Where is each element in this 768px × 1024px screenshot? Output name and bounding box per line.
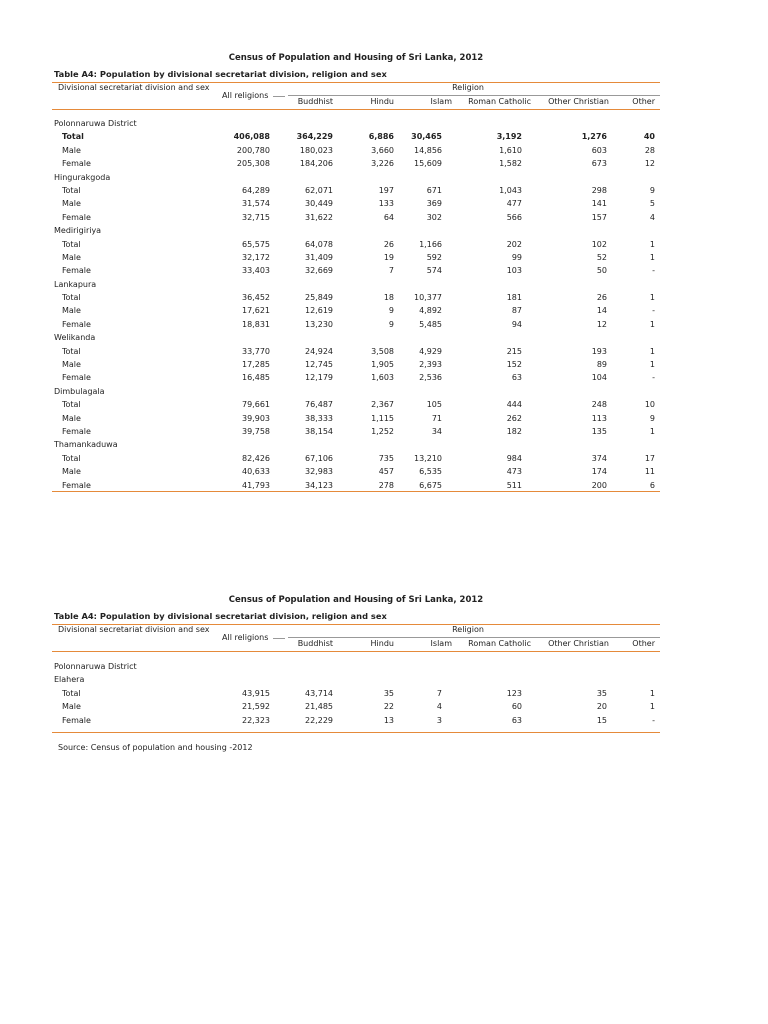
cell-value: 566 [506, 212, 522, 222]
cell-value: 3 [436, 715, 442, 725]
cell-value: 477 [506, 199, 522, 209]
row-label: Male [62, 145, 81, 155]
cell-value: 1 [649, 252, 655, 262]
cell-value: 123 [506, 688, 522, 698]
table-1-title: Census of Population and Housing of Sri Lanka, 2012 [228, 53, 484, 63]
cell-value: 113 [591, 413, 607, 423]
table-2-header-rule [52, 651, 660, 652]
cell-value: 7 [388, 266, 394, 276]
table-1 [52, 50, 660, 500]
cell-value: 34,123 [305, 480, 333, 490]
cell-value: 82,426 [242, 453, 270, 463]
row-label: Welikanda [54, 333, 96, 343]
table-2-bottom-rule [52, 732, 660, 733]
table-row [52, 211, 660, 224]
row-label: Total [62, 346, 81, 356]
col-hindu: Hindu [370, 97, 394, 106]
cell-value: 15,609 [414, 159, 442, 169]
cell-value: 7 [436, 688, 442, 698]
row-label: Male [62, 252, 81, 262]
cell-value: 22,229 [305, 715, 333, 725]
col-islam: Islam [430, 97, 452, 106]
cell-value: 13,210 [414, 453, 442, 463]
cell-value: 19 [383, 252, 394, 262]
cell-value: 984 [506, 453, 522, 463]
all-religions-header: All religions [222, 91, 269, 100]
cell-value: 200 [591, 480, 607, 490]
cell-value: 6 [649, 480, 655, 490]
cell-value: - [652, 715, 655, 725]
col-roman-catholic: Roman Catholic [468, 639, 531, 648]
cell-value: 22,323 [242, 715, 270, 725]
cell-value: 63 [511, 373, 522, 383]
cell-value: 1 [649, 702, 655, 712]
cell-value: 592 [426, 252, 442, 262]
group-row [52, 171, 660, 184]
all-religions-rule [273, 96, 285, 97]
row-label: Male [62, 702, 81, 712]
cell-value: 181 [506, 293, 522, 303]
cell-value: 9 [388, 319, 394, 329]
cell-value: 3,226 [371, 159, 394, 169]
table-row [52, 452, 660, 465]
row-label: Male [62, 413, 81, 423]
table-row [52, 700, 660, 713]
row-label: Female [62, 319, 91, 329]
cell-value: 28 [644, 145, 655, 155]
row-label: Total [62, 293, 81, 303]
cell-value: 152 [506, 360, 522, 370]
cell-value: 14,856 [414, 145, 442, 155]
cell-value: 38,333 [305, 413, 333, 423]
row-label: Female [62, 266, 91, 276]
cell-value: 33,770 [242, 346, 270, 356]
cell-value: 105 [426, 400, 442, 410]
cell-value: 87 [511, 306, 522, 316]
row-label: Male [62, 360, 81, 370]
group-row [52, 385, 660, 398]
cell-value: 64,078 [305, 239, 333, 249]
cell-value: 1 [649, 426, 655, 436]
table-row [52, 264, 660, 277]
cell-value: 9 [649, 185, 655, 195]
cell-value: 135 [591, 426, 607, 436]
cell-value: 17,285 [242, 360, 270, 370]
table-row [52, 184, 660, 197]
row-label: Medirigiriya [54, 226, 102, 236]
cell-value: 1,115 [371, 413, 394, 423]
cell-value: 4 [436, 702, 442, 712]
cell-value: 157 [591, 212, 607, 222]
group-row [52, 117, 660, 130]
cell-value: 735 [378, 453, 394, 463]
cell-value: 43,915 [242, 688, 270, 698]
cell-value: 205,308 [236, 159, 270, 169]
cell-value: 1,610 [499, 145, 522, 155]
cell-value: 67,106 [305, 453, 333, 463]
group-row [52, 438, 660, 451]
col-islam: Islam [430, 639, 452, 648]
cell-value: 32,715 [242, 212, 270, 222]
table-row [52, 371, 660, 384]
cell-value: 174 [591, 467, 607, 477]
cell-value: 18,831 [242, 319, 270, 329]
cell-value: 1 [649, 293, 655, 303]
cell-value: 62,071 [305, 185, 333, 195]
all-religions-rule [273, 638, 285, 639]
cell-value: 26 [383, 239, 394, 249]
table-row [52, 318, 660, 331]
cell-value: 64 [383, 212, 394, 222]
col-buddhist: Buddhist [297, 639, 333, 648]
row-label: Female [62, 480, 91, 490]
cell-value: 12,179 [305, 373, 333, 383]
cell-value: 9 [649, 413, 655, 423]
cell-value: 22 [383, 702, 394, 712]
row-label: Male [62, 199, 81, 209]
cell-value: 197 [378, 185, 394, 195]
cell-value: 603 [591, 145, 607, 155]
cell-value: 12,745 [305, 360, 333, 370]
cell-value: 11 [644, 467, 655, 477]
cell-value: 10 [644, 400, 655, 410]
row-label: Elahera [54, 675, 85, 685]
col-other-christian: Other Christian [548, 639, 609, 648]
row-label: Male [62, 467, 81, 477]
cell-value: 1,276 [581, 132, 607, 142]
cell-value: 457 [378, 467, 394, 477]
cell-value: 12 [644, 159, 655, 169]
col-other: Other [632, 97, 655, 106]
cell-value: 65,575 [242, 239, 270, 249]
cell-value: 141 [591, 199, 607, 209]
cell-value: 5,485 [419, 319, 442, 329]
cell-value: 511 [506, 480, 522, 490]
col-buddhist: Buddhist [297, 97, 333, 106]
table-2-subtitle: Table A4: Population by divisional secretariat division, religion and sex [54, 611, 387, 621]
cell-value: 184,206 [299, 159, 333, 169]
row-label: Total [62, 688, 81, 698]
table-row [52, 130, 660, 143]
cell-value: 1 [649, 688, 655, 698]
group-row [52, 660, 660, 673]
group-row [52, 673, 660, 686]
cell-value: - [652, 373, 655, 383]
cell-value: 31,574 [242, 199, 270, 209]
table-row [52, 304, 660, 317]
table-1-body [52, 117, 660, 492]
cell-value: 2,367 [371, 400, 394, 410]
table-row [52, 345, 660, 358]
row-label: Lankapura [54, 279, 97, 289]
cell-value: 10,377 [414, 293, 442, 303]
table-1-bottom-rule [52, 491, 660, 492]
cell-value: 374 [591, 453, 607, 463]
cell-value: 3,192 [496, 132, 522, 142]
cell-value: 12,619 [305, 306, 333, 316]
cell-value: 17 [644, 453, 655, 463]
cell-value: 13 [383, 715, 394, 725]
cell-value: 1 [649, 360, 655, 370]
cell-value: 1,905 [371, 360, 394, 370]
division-header: Divisional secretariat division and sex [58, 83, 210, 92]
table-1-subtitle: Table A4: Population by divisional secretariat division, religion and sex [54, 69, 387, 79]
division-header: Divisional secretariat division and sex [58, 625, 210, 634]
cell-value: 31,409 [305, 252, 333, 262]
cell-value: 248 [591, 400, 607, 410]
cell-value: 104 [591, 373, 607, 383]
cell-value: 36,452 [242, 293, 270, 303]
table-1-header-rule [52, 109, 660, 110]
row-label: Male [62, 306, 81, 316]
cell-value: 40,633 [242, 467, 270, 477]
table-2 [52, 592, 660, 772]
religion-rule [288, 95, 660, 96]
table-row [52, 358, 660, 371]
table-row [52, 479, 660, 492]
cell-value: 52 [596, 252, 607, 262]
cell-value: 406,088 [233, 132, 270, 142]
table-row [52, 197, 660, 210]
cell-value: 40 [643, 132, 655, 142]
group-row [52, 224, 660, 237]
cell-value: 473 [506, 467, 522, 477]
cell-value: 3,660 [371, 145, 394, 155]
cell-value: 20 [596, 702, 607, 712]
cell-value: 102 [591, 239, 607, 249]
all-religions-header: All religions [222, 633, 269, 642]
cell-value: 99 [511, 252, 522, 262]
table-row [52, 398, 660, 411]
cell-value: 278 [378, 480, 394, 490]
cell-value: 24,924 [305, 346, 333, 356]
row-label: Female [62, 212, 91, 222]
row-label: Thamankaduwa [54, 440, 118, 450]
cell-value: 21,592 [242, 702, 270, 712]
cell-value: 16,485 [242, 373, 270, 383]
cell-value: 180,023 [299, 145, 333, 155]
cell-value: 1,043 [499, 185, 522, 195]
cell-value: - [652, 266, 655, 276]
cell-value: 444 [506, 400, 522, 410]
cell-value: 17,621 [242, 306, 270, 316]
row-label: Female [62, 426, 91, 436]
cell-value: 30,465 [411, 132, 442, 142]
cell-value: 25,849 [305, 293, 333, 303]
cell-value: 2,536 [419, 373, 442, 383]
cell-value: 1,582 [499, 159, 522, 169]
religion-header: Religion [452, 83, 484, 92]
cell-value: 14 [596, 306, 607, 316]
cell-value: 369 [426, 199, 442, 209]
cell-value: 9 [388, 306, 394, 316]
row-label: Hingurakgoda [54, 172, 111, 182]
cell-value: 41,793 [242, 480, 270, 490]
table-row [52, 238, 660, 251]
cell-value: 182 [506, 426, 522, 436]
table-row [52, 425, 660, 438]
cell-value: 63 [511, 715, 522, 725]
cell-value: 262 [506, 413, 522, 423]
cell-value: 26 [596, 293, 607, 303]
cell-value: 32,172 [242, 252, 270, 262]
col-hindu: Hindu [370, 639, 394, 648]
cell-value: 133 [378, 199, 394, 209]
col-other: Other [632, 639, 655, 648]
cell-value: 79,661 [242, 400, 270, 410]
cell-value: 215 [506, 346, 522, 356]
table-row [52, 291, 660, 304]
table-row [52, 251, 660, 264]
row-label: Total [62, 132, 84, 142]
row-label: Total [62, 400, 81, 410]
row-label: Female [62, 373, 91, 383]
cell-value: 35 [383, 688, 394, 698]
row-label: Polonnaruwa District [54, 662, 137, 671]
table-row [52, 687, 660, 700]
cell-value: 32,983 [305, 467, 333, 477]
cell-value: 34 [431, 426, 442, 436]
cell-value: 76,487 [305, 400, 333, 410]
cell-value: 39,903 [242, 413, 270, 423]
cell-value: 298 [591, 185, 607, 195]
cell-value: 574 [426, 266, 442, 276]
cell-value: 13,230 [305, 319, 333, 329]
cell-value: 6,675 [419, 480, 442, 490]
cell-value: 200,780 [236, 145, 270, 155]
cell-value: 202 [506, 239, 522, 249]
cell-value: 1 [649, 239, 655, 249]
cell-value: 89 [596, 360, 607, 370]
cell-value: 302 [426, 212, 442, 222]
cell-value: 4,892 [419, 306, 442, 316]
group-row [52, 331, 660, 344]
table-row [52, 714, 660, 727]
cell-value: 71 [431, 413, 442, 423]
row-label: Female [62, 715, 91, 725]
cell-value: 18 [383, 293, 394, 303]
row-label: Dimbulagala [54, 386, 105, 396]
row-label: Polonnaruwa District [54, 119, 137, 128]
cell-value: 30,449 [305, 199, 333, 209]
cell-value: 32,669 [305, 266, 333, 276]
cell-value: 4 [649, 212, 655, 222]
cell-value: 35 [596, 688, 607, 698]
cell-value: 43,714 [305, 688, 333, 698]
col-roman-catholic: Roman Catholic [468, 97, 531, 106]
cell-value: 1,252 [371, 426, 394, 436]
cell-value: 364,229 [296, 132, 333, 142]
cell-value: 94 [511, 319, 522, 329]
cell-value: 50 [596, 266, 607, 276]
cell-value: 6,535 [419, 467, 442, 477]
cell-value: 1 [649, 319, 655, 329]
cell-value: 2,393 [419, 360, 442, 370]
cell-value: 60 [511, 702, 522, 712]
row-label: Total [62, 453, 81, 463]
cell-value: 1,603 [371, 373, 394, 383]
cell-value: 193 [591, 346, 607, 356]
table-row [52, 465, 660, 478]
cell-value: 671 [426, 185, 442, 195]
cell-value: 39,758 [242, 426, 270, 436]
cell-value: 103 [506, 266, 522, 276]
table-2-title: Census of Population and Housing of Sri Lanka, 2012 [228, 595, 484, 605]
cell-value: 5 [649, 199, 655, 209]
cell-value: 33,403 [242, 266, 270, 276]
cell-value: 3,508 [371, 346, 394, 356]
religion-header: Religion [452, 625, 484, 634]
col-other-christian: Other Christian [548, 97, 609, 106]
table-row [52, 157, 660, 170]
cell-value: 38,154 [305, 426, 333, 436]
cell-value: 6,886 [368, 132, 394, 142]
cell-value: 31,622 [305, 212, 333, 222]
table-row [52, 412, 660, 425]
cell-value: 4,929 [419, 346, 442, 356]
religion-rule [288, 637, 660, 638]
cell-value: 673 [591, 159, 607, 169]
row-label: Female [62, 159, 91, 169]
group-row [52, 278, 660, 291]
cell-value: 1 [649, 346, 655, 356]
row-label: Total [62, 185, 81, 195]
cell-value: 15 [596, 715, 607, 725]
row-label: Total [62, 239, 81, 249]
cell-value: 64,289 [242, 185, 270, 195]
cell-value: 12 [596, 319, 607, 329]
source-note: Source: Census of population and housing -2012 [58, 743, 253, 752]
cell-value: - [652, 306, 655, 316]
cell-value: 21,485 [305, 702, 333, 712]
cell-value: 1,166 [419, 239, 442, 249]
table-row [52, 144, 660, 157]
table-2-body [52, 660, 660, 727]
